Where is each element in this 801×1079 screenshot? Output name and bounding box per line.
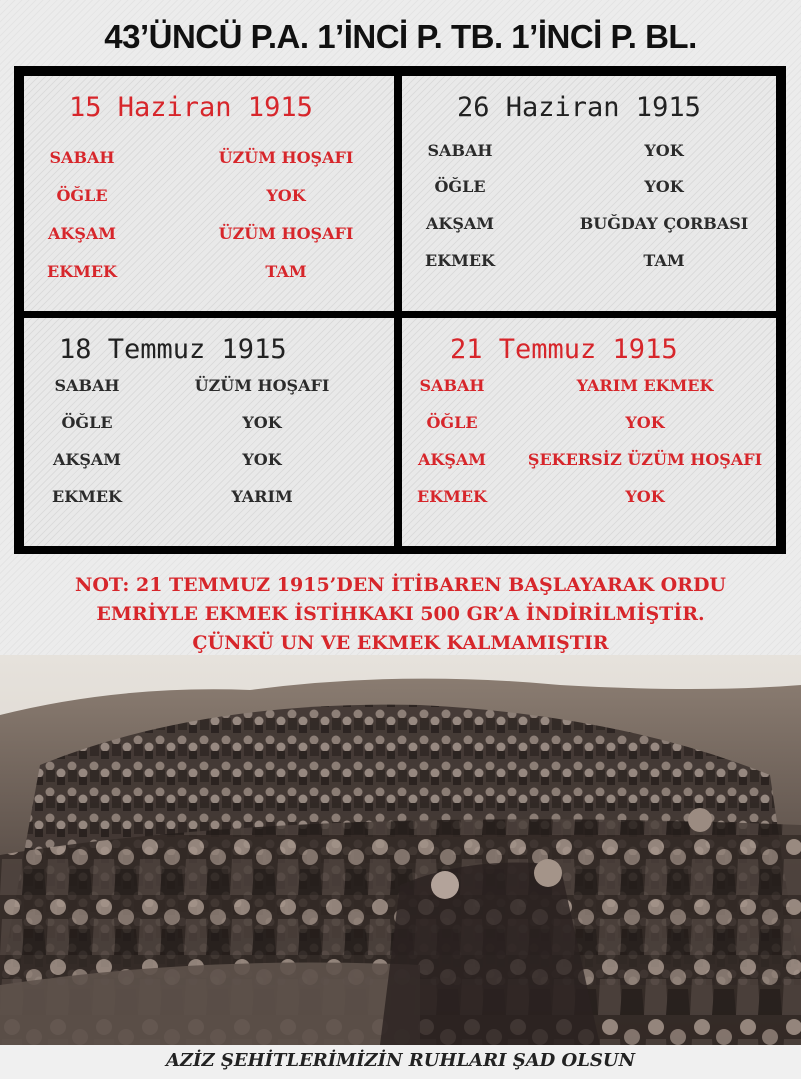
- ration-panel: [402, 318, 776, 546]
- meal-value: YARIM: [231, 487, 293, 506]
- meal-label: EKMEK: [52, 487, 122, 506]
- ration-row: [402, 214, 776, 244]
- meal-label: EKMEK: [47, 262, 117, 281]
- meal-value: YOK: [625, 413, 665, 432]
- meal-value: ÜZÜM HOŞAFI: [194, 376, 330, 395]
- ration-grid: [14, 66, 786, 554]
- panel-date: 15 Haziran 1915: [69, 92, 313, 123]
- ration-row: [24, 450, 394, 480]
- meal-label: ÖĞLE: [56, 186, 108, 205]
- ration-row: [402, 413, 776, 443]
- meal-value: YOK: [644, 177, 684, 196]
- ration-row: [24, 413, 394, 443]
- meal-value: YOK: [242, 450, 282, 469]
- ration-panel: [24, 76, 394, 311]
- meal-value: BUĞDAY ÇORBASI: [579, 214, 749, 233]
- ration-row: [24, 487, 394, 517]
- ration-row: [24, 224, 394, 254]
- ration-row: [402, 251, 776, 281]
- meal-value: YOK: [644, 141, 684, 160]
- ration-panel: [402, 76, 776, 311]
- note-line: EMRİYLE EKMEK İSTİHKAKI 500 GR’A İNDİRİLMİŞTİR.: [96, 603, 705, 625]
- meal-label: SABAH: [419, 376, 485, 395]
- meal-label: AKŞAM: [48, 224, 116, 243]
- meal-value: YOK: [242, 413, 282, 432]
- ration-row: [24, 186, 394, 216]
- meal-label: AKŞAM: [426, 214, 494, 233]
- meal-label: ÖĞLE: [61, 413, 113, 432]
- ration-row: [24, 262, 394, 292]
- meal-value: YOK: [625, 487, 665, 506]
- meal-value: YOK: [266, 186, 306, 205]
- ration-row: [402, 450, 776, 480]
- meal-label: SABAH: [49, 148, 115, 167]
- meal-value: ÜZÜM HOŞAFI: [218, 148, 354, 167]
- ration-row: [402, 487, 776, 517]
- note-line: NOT: 21 TEMMUZ 1915’DEN İTİBAREN BAŞLAYARAK ORDU: [74, 574, 727, 596]
- historical-soldiers-photo: [0, 655, 801, 1045]
- meal-value: ŞEKERSİZ ÜZÜM HOŞAFI: [527, 450, 763, 469]
- meal-label: AKŞAM: [418, 450, 486, 469]
- ration-row: [24, 376, 394, 406]
- ration-row: [402, 177, 776, 207]
- meal-label: AKŞAM: [53, 450, 121, 469]
- meal-value: TAM: [265, 262, 307, 281]
- meal-label: SABAH: [427, 141, 493, 160]
- ration-row: [402, 141, 776, 171]
- page-title: 43’ÜNCÜ P.A. 1’İNCİ P. TB. 1’İNCİ P. BL.: [104, 18, 697, 55]
- meal-label: EKMEK: [425, 251, 495, 270]
- panel-date: 18 Temmuz 1915: [59, 334, 287, 365]
- meal-label: ÖĞLE: [434, 177, 486, 196]
- ration-row: [24, 148, 394, 178]
- meal-value: YARIM EKMEK: [576, 376, 714, 395]
- meal-value: TAM: [643, 251, 685, 270]
- meal-value: ÜZÜM HOŞAFI: [218, 224, 354, 243]
- ration-row: [402, 376, 776, 406]
- meal-label: EKMEK: [417, 487, 487, 506]
- note-line: ÇÜNKÜ UN VE EKMEK KALMAMIŞTIR: [192, 632, 609, 654]
- panel-date: 26 Haziran 1915: [457, 92, 701, 123]
- meal-label: ÖĞLE: [426, 413, 478, 432]
- memorial-footer: AZİZ ŞEHİTLERİMİZİN RUHLARI ŞAD OLSUN: [0, 1045, 801, 1079]
- panel-date: 21 Temmuz 1915: [450, 334, 678, 365]
- ration-panel: [24, 318, 394, 546]
- meal-label: SABAH: [54, 376, 120, 395]
